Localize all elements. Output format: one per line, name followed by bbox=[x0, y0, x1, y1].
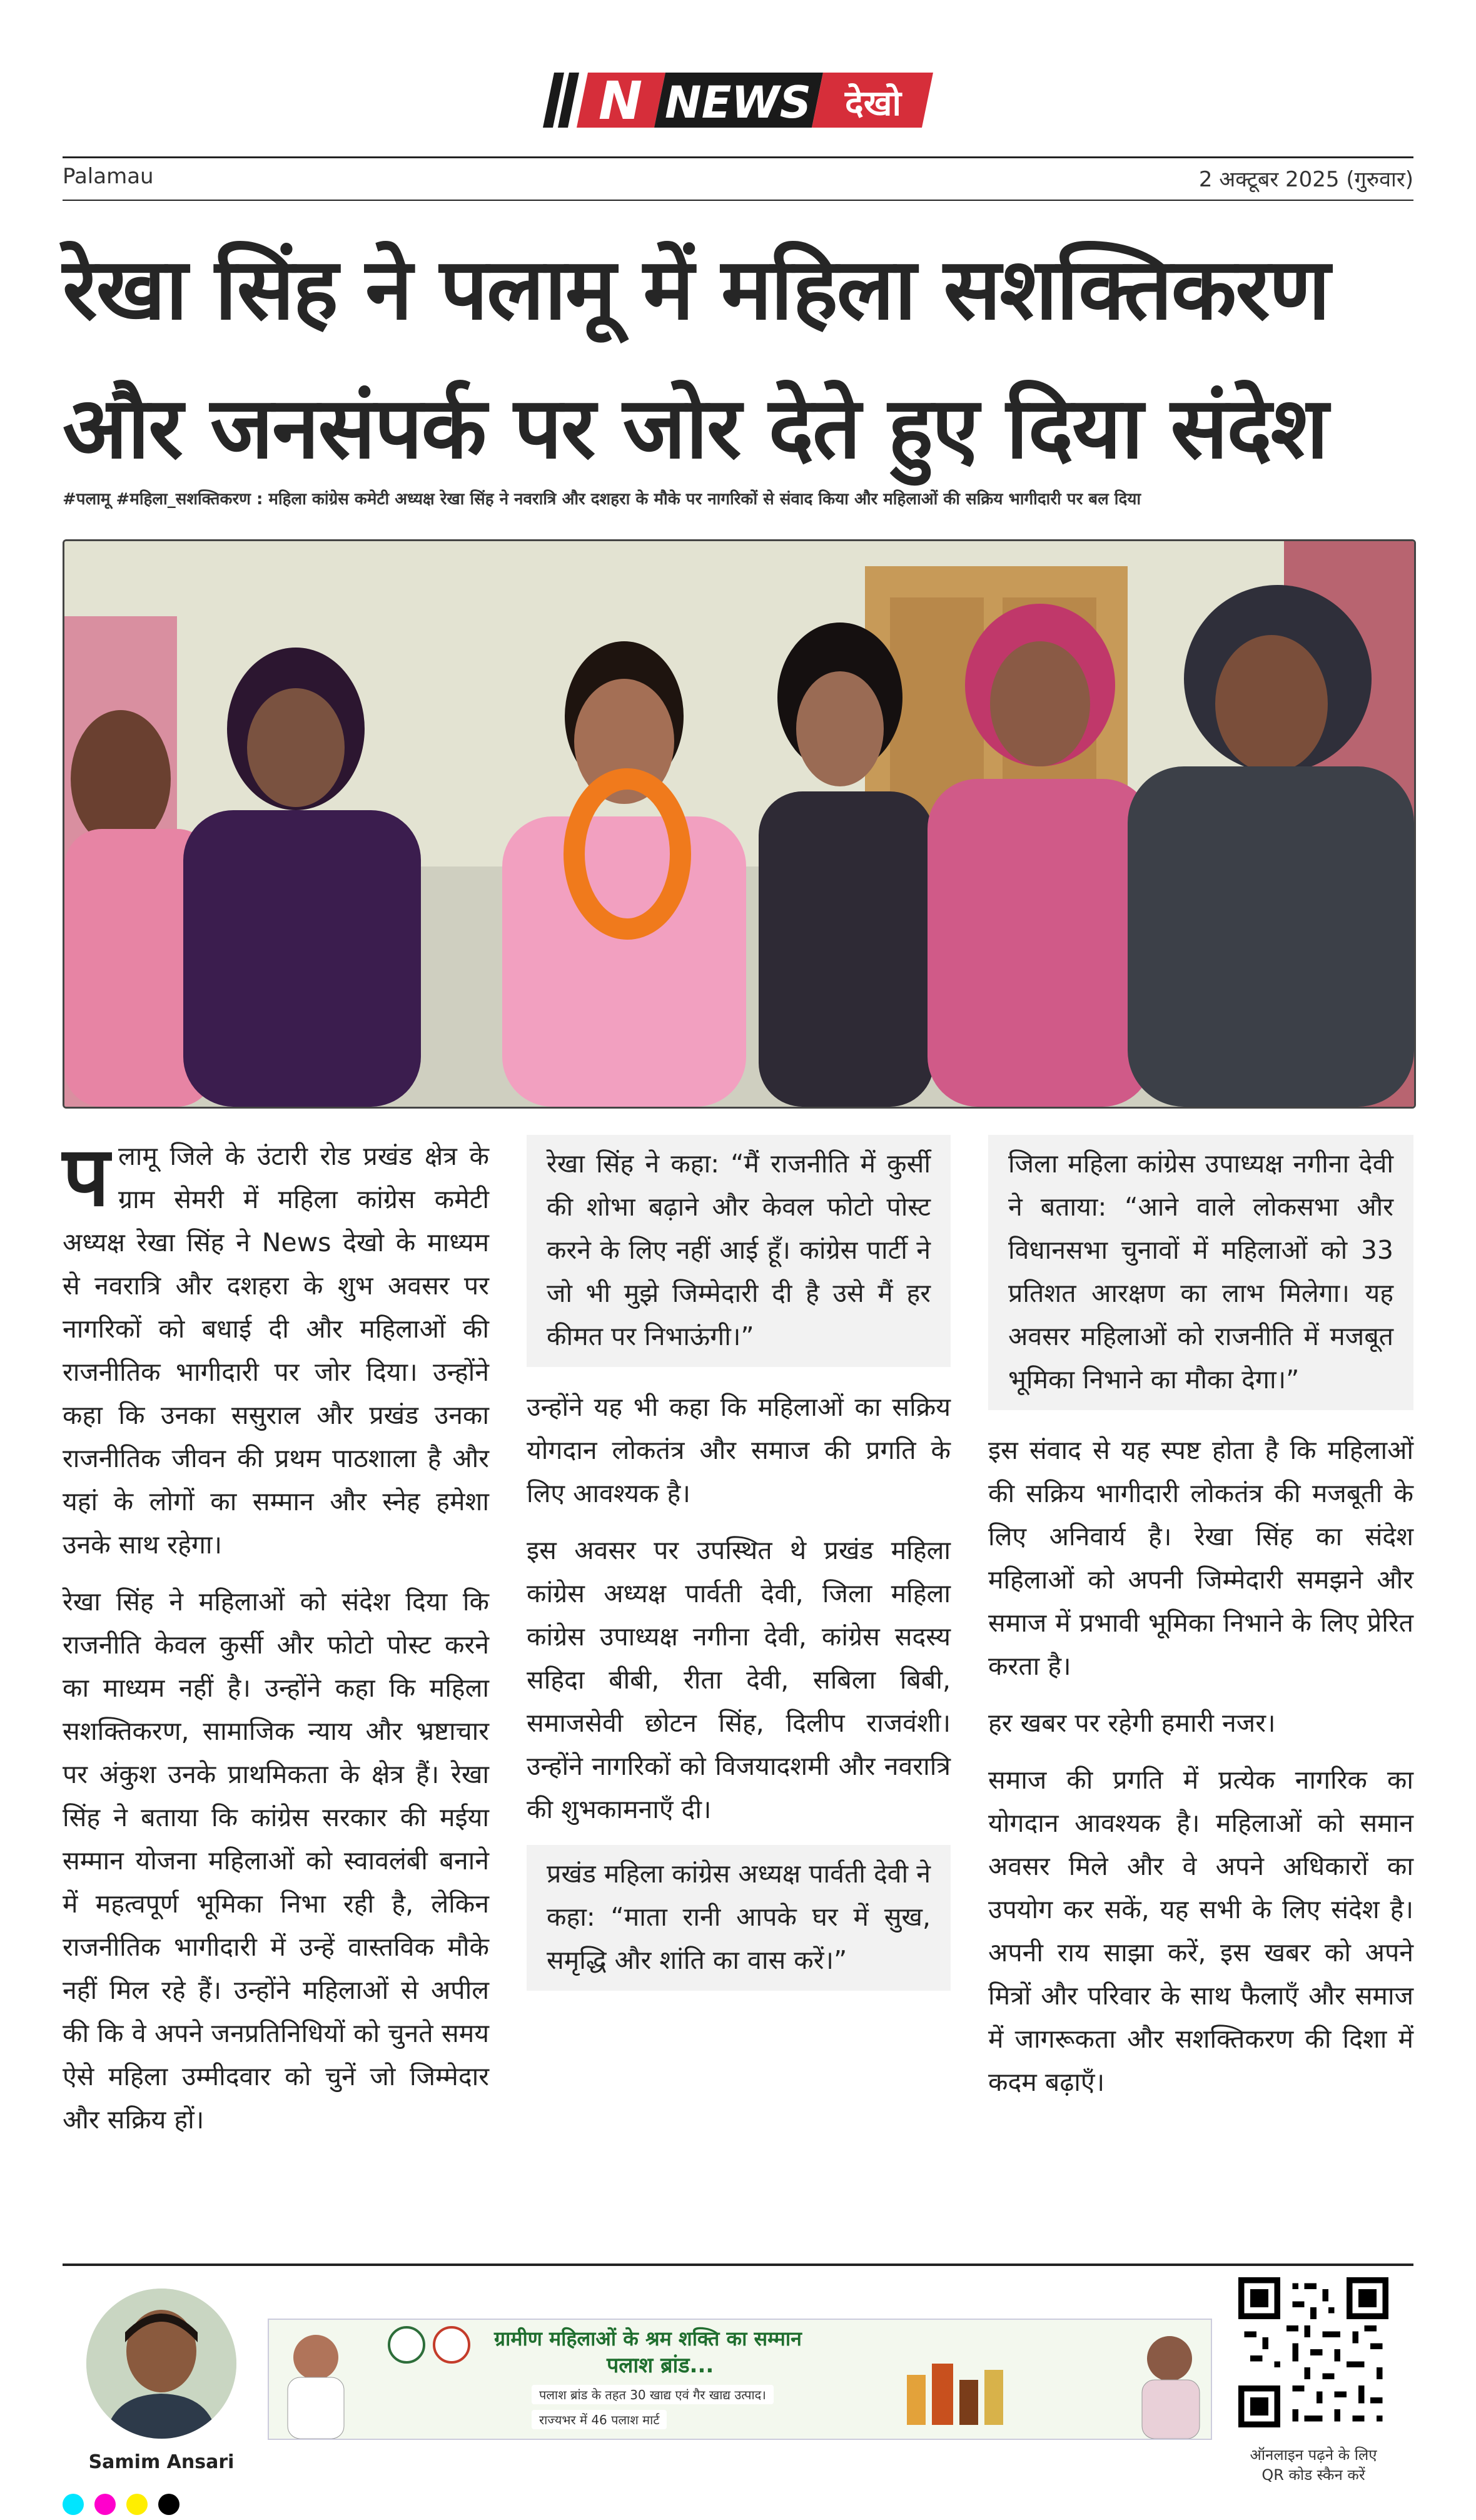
svg-text:देखो: देखो bbox=[844, 83, 902, 124]
footer-rule bbox=[63, 2263, 1413, 2266]
article-column-3 bbox=[988, 1135, 1413, 2118]
svg-text:NEWS: NEWS bbox=[664, 77, 812, 128]
issue-date: 2 अक्टूबर 2025 (गुरुवार) bbox=[1198, 167, 1413, 192]
qr-caption-line-1: ऑनलाइन पढ़ने के लिए bbox=[1250, 2446, 1377, 2464]
article-paragraph: रेखा सिंह ने महिलाओं को संदेश दिया कि राजनीति केवल कुर्सी और फोटो पोस्ट करने का माध्यम नहीं है। उन्होंने कहा कि महिला सशक्तिकरण, सामाजिक न्याय और भ्रष्टाचार पर अंकुश उनके प्राथमिकता के क्षेत्र हैं। रेखा सिंह ने बताया कि कांग्रेस सरकार की मईया सम्मान योजना महिलाओं को स्वावलंबी बनाने में महत्वपूर्ण भूमिका निभा रही है, लेकिन राजनीतिक भागीदारी में उन्हें वास्तविक मौके नहीं मिल रहे हैं। उन्होंने महिलाओं से अपील की कि वे अपने जनप्रतिनिधियों को चुनते समय ऐसे महिला उम्मीदवार को चुनें जो जिम्मेदार और सक्रिय हों। bbox=[63, 1587, 489, 2135]
ad-subhead: पलाश ब्रांड... bbox=[607, 2353, 714, 2378]
qr-caption-line-2: QR कोड स्कैन करें bbox=[1261, 2466, 1365, 2484]
print-mark-black bbox=[158, 2494, 179, 2515]
article-paragraph: उन्होंने यह भी कहा कि महिलाओं का सक्रिय योगदान लोकतंत्र और समाज की प्रगति के लिए आवश्यक है। bbox=[527, 1392, 951, 1508]
drop-cap: प bbox=[63, 1129, 109, 1225]
group-photo bbox=[63, 539, 1416, 1109]
qr-caption bbox=[1225, 2445, 1402, 2485]
article-column-2 bbox=[527, 1135, 951, 2009]
print-mark-magenta bbox=[94, 2494, 116, 2515]
palash-brand-advertisement[interactable] bbox=[268, 2319, 1212, 2440]
quote-box: रेखा सिंह ने कहा: “मैं राजनीति में कुर्सी की शोभा बढ़ाने और केवल फोटो पोस्ट करने के लिए नहीं आई हूँ। कांग्रेस पार्टी ने जो भी मुझे जिम्मेदारी दी है उसे मैं हर कीमत पर निभाऊंगी।” bbox=[527, 1135, 951, 1367]
author-name: Samim Ansari bbox=[88, 2451, 235, 2473]
ad-line-1: पलाश ब्रांड के तहत 30 खाद्य एवं गैर खाद्य उत्पाद। bbox=[532, 2385, 774, 2404]
article-paragraph: इस अवसर पर उपस्थित थे प्रखंड महिला कांग्रेस अध्यक्ष पार्वती देवी, जिला महिला कांग्रेस उपाध्यक्ष नगीना देवी, कांग्रेस सदस्य सहिदा बीबी, रीता देवी, सबिला बिबी, समाजसेवी छोटन सिंह, दिलीप राजवंशी। उन्होंने नागरिकों को विजयादशमी और नवरात्रि की शुभकामनाएँ दी। bbox=[527, 1535, 951, 1824]
svg-text:N: N bbox=[598, 70, 643, 131]
print-registration-marks bbox=[63, 2494, 187, 2517]
article-paragraph: हर खबर पर रहेगी हमारी नजर। bbox=[988, 1708, 1276, 1738]
print-mark-cyan bbox=[63, 2494, 84, 2515]
location-label: Palamau bbox=[63, 164, 154, 189]
qr-code[interactable] bbox=[1238, 2277, 1388, 2427]
headline bbox=[63, 220, 1420, 498]
article-paragraph: समाज की प्रगति में प्रत्येक नागरिक का योगदान आवश्यक है। महिलाओं को समान अवसर मिले और वे अपने अधिकारों का उपयोग कर सकें, यह सभी के लिए संदेश है। अपनी राय साझा करें, इस खबर को अपने मित्रों और परिवार के साथ फैलाएँ और समाज में जागरूकता और सशक्तिकरण की दिशा में कदम बढ़ाएँ। bbox=[988, 1765, 1413, 2097]
quote-box: जिला महिला कांग्रेस उपाध्यक्ष नगीना देवी ने बताया: “आने वाले लोकसभा और विधानसभा चुनावों में महिलाओं को 33 प्रतिशत आरक्षण का लाभ मिलेगा। यह अवसर महिलाओं को राजनीति में मजबूत भूमिका निभाने का मौका देगा।” bbox=[988, 1135, 1413, 1410]
ad-headline: ग्रामीण महिलाओं के श्रम शक्ति का सम्मान bbox=[494, 2327, 802, 2350]
quote-box: प्रखंड महिला कांग्रेस अध्यक्ष पार्वती देवी ने कहा: “माता रानी आपके घर में सुख, समृद्धि और शांति का वास करें।” bbox=[527, 1845, 951, 1991]
author-avatar bbox=[86, 2289, 236, 2439]
ad-line-2: राज्यभर में 46 पलाश मार्ट bbox=[532, 2410, 667, 2429]
article-column-1 bbox=[63, 1129, 489, 2155]
article-paragraph: इस संवाद से यह स्पष्ट होता है कि महिलाओं की सक्रिय भागीदारी लोकतंत्र की मजबूती के लिए अनिवार्य है। रेखा सिंह का संदेश महिलाओं को अपनी जिम्मेदारी समझने और समाज में प्रभावी भूमिका निभाने के लिए प्रेरित करता है। bbox=[988, 1435, 1413, 1681]
print-mark-yellow bbox=[126, 2494, 148, 2515]
summary-line: #पलामू #महिला_सशक्तिकरण : महिला कांग्रेस कमेटी अध्यक्ष रेखा सिंह ने नवरात्रि और दशहरा के मौके पर नागरिकों से संवाद किया और महिलाओं की सक्रिय भागीदारी पर बल दिया bbox=[63, 490, 1141, 509]
news-dekho-logo bbox=[543, 69, 933, 131]
article-paragraph: पलामू जिले के उंटारी रोड प्रखंड क्षेत्र के ग्राम सेमरी में महिला कांग्रेस कमेटी अध्यक्ष रेखा सिंह ने News देखो के माध्यम से नवरात्रि और दशहरा के शुभ अवसर पर नागरिकों को बधाई दी और महिलाओं की राजनीतिक भागीदारी पर जोर दिया। उन्होंने कहा कि उनका ससुराल और प्रखंड उनका राजनीतिक जीवन की प्रथम पाठशाला है और यहां के लोगों का सम्मान और स्नेह हमेशा उनके साथ रहेगा। bbox=[63, 1129, 489, 1560]
headline-line-2: और जनसंपर्क पर जोर देते हुए दिया संदेश bbox=[63, 379, 1328, 478]
headline-line-1: रेखा सिंह ने पलामू में महिला सशक्तिकरण bbox=[63, 240, 1330, 339]
